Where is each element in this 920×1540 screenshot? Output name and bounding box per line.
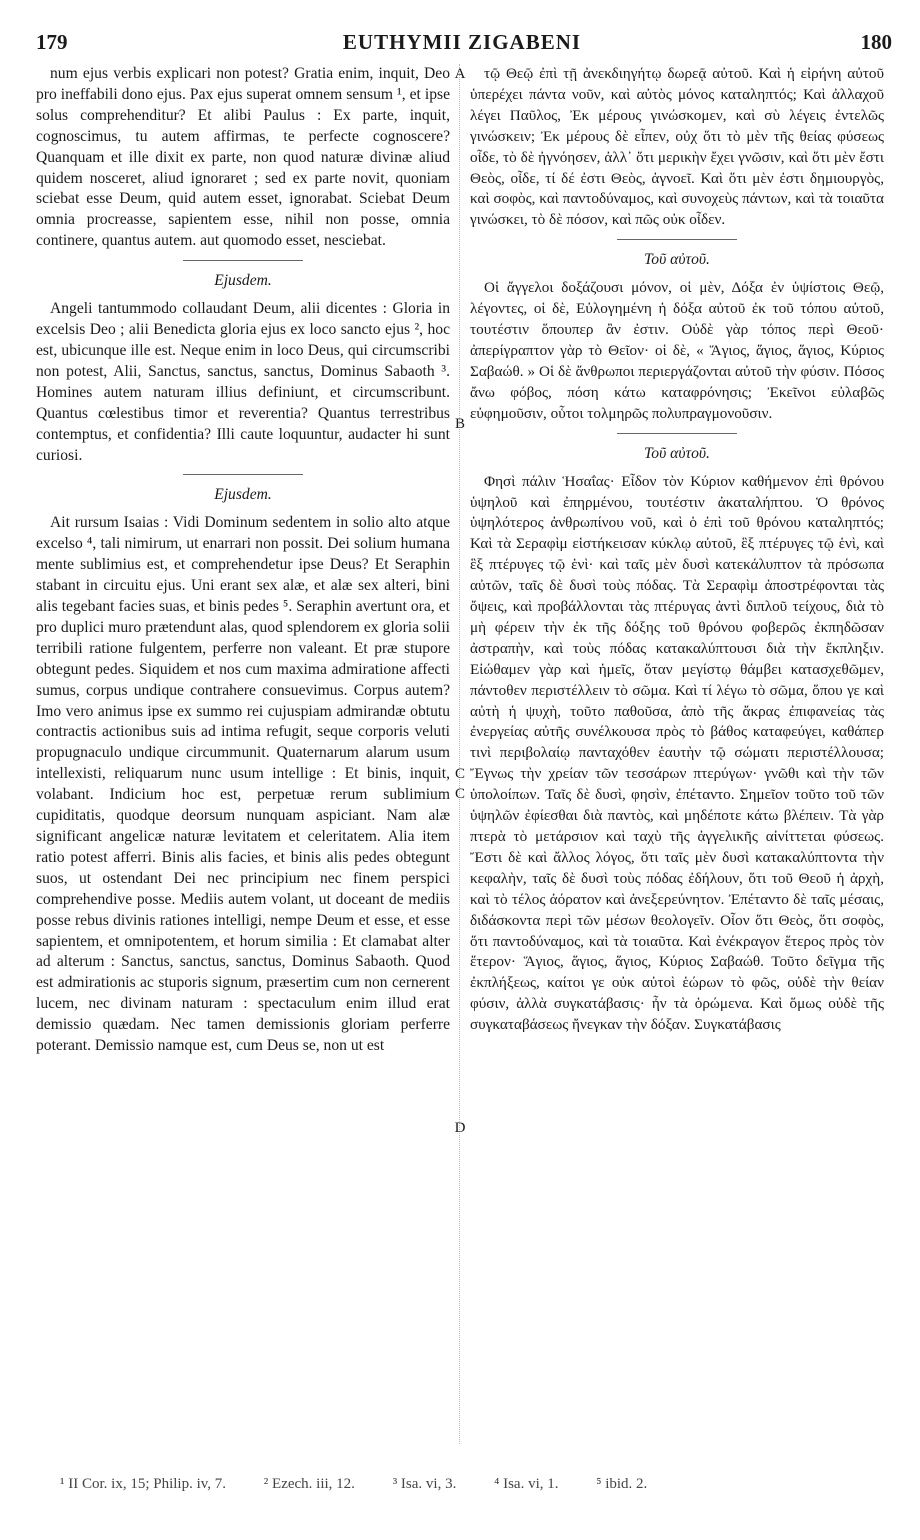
running-title: EUTHYMII ZIGABENI: [342, 30, 582, 54]
greek-paragraph-2: Οἱ ἄγγελοι δοξάζουσι μόνον, οἱ μὲν, Δόξα ἐν ὑψίστοις Θεῷ, λέγοντες, οἱ δὲ, Εὐλογημένη ἡ δόξα αὐτοῦ ἐκ τοῦ τόπου αὐτοῦ, τουτέστιν ὅπουπερ ἂν ἐστιν. Οὐδὲ γὰρ τόπος περὶ Θεοῦ· ἀπερίγραπτον γὰρ τὸ Θεῖον· οἱ δὲ, « Ἅγιος, ἅγιος, ἅγιος, Κύριος Σαβαώθ. » Οἱ δὲ ἄνθρωποι περιεργάζονται αὐτοῦ τὴν φύσιν. Πόσος ἄνω φόβος, πόση κάτω καταφρόνησις; Ἐκεῖνοι εὐλαβῶς εὐφημοῦσιν, οὗτοι τολμηρῶς πολυπραγμονοῦσιν.: [470, 279, 884, 422]
footnote-1: ¹ II Cor. ix, 15; Philip. iv, 7.: [60, 1476, 227, 1492]
footnote-5: ⁵ ibid. 2.: [596, 1476, 648, 1492]
margin-marker-d: D: [454, 1120, 466, 1136]
column-gutter-rule: [459, 64, 460, 1444]
page-number-left: 179: [36, 30, 68, 54]
latin-paragraph-1: num ejus verbis explicari non potest? Gratia enim, inquit, Deo pro ineffabili dono ejus. Pax ejus superat omnem sensum ¹, et ipse solus comprehenditur? Et alibi Paulus : Ex parte, inquit, cognoscimus, tu autem affirmas, te perfecte cognoscere? Quanquam et ille dixit ex parte, non quod naturæ divinæ aliud quidem nosceret, aliud ignoraret ; sed ex parte novit, quoniam sciebat esse Deum, quid autem esset, ignorabat. Sciebat Deum omnia procreasse, sapientem esse, nihil non posse, omnia continere, quantus autem. aut quomodo esset, nesciebat.: [36, 65, 450, 250]
latin-paragraph-2: Angeli tantummodo collaudant Deum, alii dicentes : Gloria in excelsis Deo ; alii Benedicta gloria ejus ex loco sancto ejus ², hoc est, ubicunque ille est. Neque enim in loco Deus, qui circumscribi non potest, Alii, Sanctus, sanctus, sanctus, Dominus Sabaoth ³. Homines autem naturam illius definiunt, et circumscribunt. Quantus cœlestibus timor et reverentia? Quantus terrestribus contemptus, et confidentia? Illi caute loquuntur, audacter hi sunt curiosi.: [36, 300, 450, 464]
footnote-3: ³ Isa. vi, 3.: [392, 1476, 457, 1492]
latin-column: [36, 64, 450, 1444]
page-number-right: 180: [860, 30, 892, 54]
greek-paragraph-1: τῷ Θεῷ ἐπὶ τῇ ἀνεκδιηγήτῳ δωρεᾷ αὐτοῦ. Καὶ ἡ εἰρήνη αὐτοῦ ὑπερέχει πάντα νοῦν, καὶ αὐτὸς μόνος καταληπτός; Καὶ ἀλλαχοῦ λέγει Παῦλος, Ἐκ μέρους γινώσκομεν, καὶ σὺ λέγεις ἐντελῶς γινώσκειν; Ἐκ μέρους δὲ εἶπεν, οὐχ ὅτι τὸ μὲν τῆς θείας φύσεως οἶδε, τὸ δὲ ἠγνόησεν, ἀλλ᾽ ὅτι μερικὴν ἔχει γνῶσιν, καὶ ὅτι μὲν ἔστι Θεὸς, οἶδε, τί δέ ἐστι Θεὸς, ἀγνοεῖ. Καὶ ὅτι μὲν ἐστι δημιουργὸς, καὶ σοφὸς, καὶ παντοδύναμος, καὶ συνοχεὺς πάντων, καὶ τὰ τοιαῦτα γινώσκει, τὸ δὲ πόσον, καὶ πῶς οὐκ οἶδεν.: [470, 65, 884, 229]
page-header: [28, 30, 896, 60]
footnote-2: ² Ezech. iii, 12.: [263, 1476, 355, 1492]
footnote-4: ⁴ Isa. vi, 1.: [494, 1476, 559, 1492]
greek-heading-3: Τοῦ αὐτοῦ.: [644, 444, 710, 462]
section-divider: [617, 433, 737, 434]
greek-column: [470, 64, 884, 1444]
section-divider: [183, 474, 303, 475]
section-divider: [617, 239, 737, 240]
footnotes: [60, 1476, 890, 1493]
greek-heading-2: Τοῦ αὐτοῦ.: [644, 251, 710, 269]
margin-marker-a: A: [454, 66, 466, 82]
section-divider: [183, 260, 303, 261]
margin-marker-c: C: [454, 766, 465, 782]
latin-heading-2: Ejusdem.: [214, 272, 272, 290]
margin-marker-b: B: [454, 416, 465, 432]
latin-paragraph-3: Ait rursum Isaias : Vidi Dominum sedentem in solio alto atque excelso ⁴, tali nimirum, ut enarrari non possit. Dei solium humana mente sublimius est, et comprehendetur ipse Deus? Et Seraphin stabant in circuitu ejus. Uni erant sex alæ, et alæ sex alteri, bini alis tegebant facies suas, et binis pedes ⁵. Seraphin avertunt ora, et pro duplici muro prætendunt alas, quod splendorem ex gloria solii terribili ratione fulgentem, perferre non valeant. Et præ stupore obtegunt pedes. Siquidem et nos cum maxima admiratione affecti sumus, corpus undique contrahere consuevimus. Corpus autem? Imo vero animus ipse ex summo rei cujuspiam admirandæ obtutu contractis actionibus suis ad intima refugit, seque corporis veluti propugnaculo undique circummunit. Quaternarum alarum usum intellexisti, reliquarum nunc usum intellige : Et binis, inquit, volabant. Indicium hoc est, perpetuæ rerum sublimium cupiditatis, quodque deorsum nunquam aspiciant. Nam alæ significant angelicæ naturæ levitatem et celeritatem. Alia item ratio potest afferri. Binis alis facies, et binis alis pedes obtegunt suos, ut ostendant Dei nec principium nec finem perspici comprehendive posse. Mediis autem volant, ut doceant de mediis posse rebus divinis rationes intelligi, nempe Deum et esse, et esse sapientem, et omnipotentem, et horum similia : Et clamabat alter ad alterum : Sanctus, sanctus, sanctus, Dominus Sabaoth. Quod est admirationis ac stuporis signum, præsertim cum non cernerent lucem, nec divinam naturam : spectaculum enim illud erat demissio quædam. Nec tamen demissionis gloriam perferre poterant. Demissio namque est, cum Deus se, non ut est: [36, 514, 450, 1055]
margin-marker-c-2: C: [454, 786, 465, 802]
latin-heading-3: Ejusdem.: [214, 486, 272, 504]
greek-paragraph-3: Φησὶ πάλιν Ἡσαΐας· Εἶδον τὸν Κύριον καθήμενον ἐπὶ θρόνου ὑψηλοῦ καὶ ἐπηρμένου, τουτέστιν ἀκαταλήπτου. Ὁ θρόνος ὑψηλότερος ἀνθρωπίνου νοῦ, καὶ ὁ ἐπὶ τοῦ θρόνου καταληπτός; Καὶ τὰ Σεραφὶμ εἱστήκεισαν κύκλῳ αὐτοῦ, ἓξ πτέρυγες τῷ ἑνὶ, καὶ ἓξ πτέρυγες τῷ ἑνὶ· καὶ ταῖς μὲν δυσὶ κατεκάλυπτον τὰ πρόσωπα αὐτῶν, ταῖς δὲ δυσὶ τοὺς πόδας. Τὰ Σεραφὶμ ἀποστρέφονται τὰς ὄψεις, καὶ προβάλλονται τὰς πτέρυγας ἀντὶ διπλοῦ τείχους, διὰ τὸ μὴ φέρειν τὴν ἐκ τῆς δόξης τοῦ θρόνου φοβερῶς ἐκπηδῶσαν ἀστραπὴν, καὶ τοὺς πόδας κατακαλύπτουσι διὰ τὴν ἔκπληξιν. Εἰώθαμεν γὰρ καὶ ἡμεῖς, ὅταν μεγίστῳ θάμβει κατασχεθῶμεν, πάντοθεν περιστέλλειν τὸ σῶμα. Καὶ τί λέγω τὸ σῶμα, ὅπου γε καὶ αὐτὴ ἡ ψυχὴ, τοῦτο παθοῦσα, ἀπὸ τῆς ἄκρας ἐπιφανείας τὰς ἐνεργείας αὐτῆς συνέλκουσα πρὸς τὸ βάθος καταφεύγει, καθάπερ τινὶ περιβολαίῳ πανταχόθεν ἑαυτὴν τῷ σώματι περιστέλλουσα; Ἔγνως τὴν χρείαν τῶν τεσσάρων πτερύγων· γνῶθι καὶ τὴν τῶν ὑπολοίπων. Ταῖς δὲ δυσὶ, φησὶν, ἐπέταντο. Σημεῖον τοῦτο τοῦ τῶν ὑψηλῶν ἐφίεσθαι διὰ παντὸς, καὶ μηδέποτε κάτω βλέπειν. Τὰ γὰρ πτερὰ τὸ μετάρσιον καὶ ταχὺ τῆς ἀγγελικῆς αἰνίττεται φύσεως. Ἔστι δὲ καὶ ἄλλος λόγος, ὅτι ταῖς μὲν δυσὶ κατακαλύπτοντα τὴν κεφαλὴν, ταῖς δὲ δυσὶ τοὺς πόδας ἐδήλουν, ὅτι τοῦ Θεοῦ ἡ ἀρχὴ, καὶ τὸ τέλος ἀόρατον καὶ ἀνεξερεύνητον. Ἐπέταντο δὲ ταῖς μέσαις, διδάσκοντα περὶ τῶν μέσων θεολογεῖν. Οἷον ὅτι Θεὸς, ὅτι σοφὸς, ὅτι παντοδύναμος, καὶ τὰ τοιαῦτα. Καὶ ἐνέκραγον ἕτερος πρὸς τὸν ἕτερον· Ἅγιος, ἅγιος, ἅγιος, Κύριος Σαβαώθ. Τοῦτο δεῖγμα τῆς ἐκπλήξεως, καίτοι γε οὐκ αὐτοὶ ἑώρων τὸ φῶς, οὐδὲ τὴν θείαν φύσιν, ἀλλὰ συγκατάβασις· ἦν τὰ ὁρώμενα. Καὶ ὅμως οὐδὲ τῆς συγκαταβάσεως ἤνεγκαν τὴν δόξαν. Συγκατάβασις: [470, 472, 884, 1034]
